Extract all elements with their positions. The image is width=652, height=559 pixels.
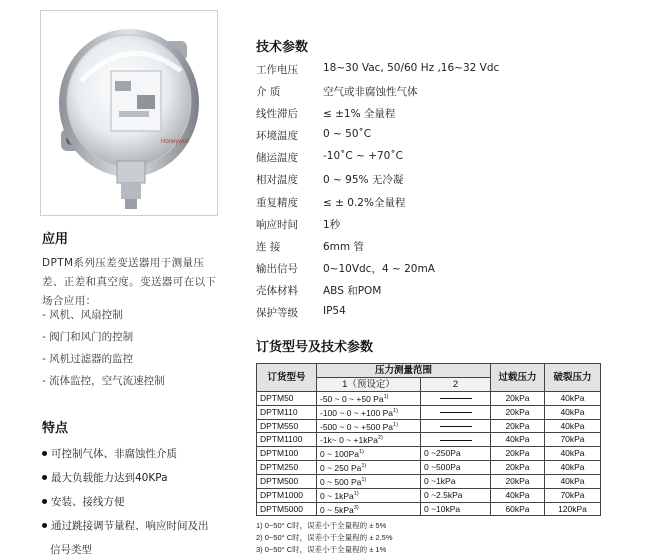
table-row [257, 433, 601, 447]
application-item: - 风机、风扇控制 [42, 309, 123, 321]
spec-label: 介 质 [256, 86, 281, 98]
cell-model: DPTM1100 [257, 433, 317, 447]
spec-value: 1秒 [323, 219, 341, 231]
cell-burst: 70kPa [545, 433, 601, 447]
spec-value: 0~10Vdc，4 ~ 20mA [323, 263, 435, 275]
cell-model: DPTM110 [257, 405, 317, 419]
column-header-range-2: 2 [421, 378, 491, 392]
spec-value: 0 ~ 95% 无冷凝 [323, 174, 404, 186]
feature-item: 最大负载能力达到40KPa [42, 470, 168, 485]
table-row [257, 461, 601, 475]
cell-range-2: 0 ~10kPa [421, 502, 491, 516]
cell-model: DPTM1000 [257, 488, 317, 502]
cell-burst: 40kPa [545, 392, 601, 406]
spec-value: ≤ ±1% 全量程 [323, 108, 396, 120]
spec-label: 输出信号 [256, 263, 298, 275]
spec-label: 线性滞后 [256, 108, 298, 120]
spec-value: 0 ~ 50˚C [323, 128, 372, 140]
spec-label: 壳体材料 [256, 285, 298, 297]
dash-line [440, 440, 472, 441]
cell-range-2-dash [421, 433, 491, 447]
column-header-range: 压力测量范围 [317, 364, 491, 378]
cell-overload: 40kPa [491, 488, 545, 502]
cell-model: DPTM500 [257, 474, 317, 488]
spec-value: 18~30 Vac, 50/60 Hz ,16~32 Vdc [323, 62, 500, 74]
column-header-overload: 过载压力 [491, 364, 545, 392]
order-table [256, 363, 601, 516]
cell-overload: 20kPa [491, 447, 545, 461]
cell-range-1: 0 ~ 500 Pa$^{1)}$ [317, 474, 421, 488]
cell-overload: 20kPa [491, 461, 545, 475]
cell-range-1: -1k~ 0 ~ +1kPa$^{2)}$ [317, 433, 421, 447]
feature-item: 通过跳接调节量程、响应时间及出 [42, 518, 209, 533]
spec-value: ≤ ± 0.2%全量程 [323, 197, 406, 209]
table-row [257, 392, 601, 406]
cell-burst: 40kPa [545, 447, 601, 461]
cell-model: DPTM5000 [257, 502, 317, 516]
spec-value: 空气或非腐蚀性气体 [323, 86, 418, 98]
bullet-icon [42, 451, 47, 456]
cell-model: DPTM50 [257, 392, 317, 406]
cell-range-1: -50 ~ 0 ~ +50 Pa$^{1)}$ [317, 392, 421, 406]
cell-overload: 40kPa [491, 433, 545, 447]
cell-overload: 20kPa [491, 392, 545, 406]
cell-range-2: 0 ~2.5kPa [421, 488, 491, 502]
cell-range-2-dash [421, 405, 491, 419]
column-header-range-1: 1（预设定） [317, 378, 421, 392]
cell-range-1: -100 ~ 0 ~ +100 Pa$^{1)}$ [317, 405, 421, 419]
cell-burst: 40kPa [545, 405, 601, 419]
feature-continuation: 信号类型 [50, 544, 92, 556]
spec-value: -10˚C ~ +70˚C [323, 150, 403, 162]
cell-burst: 70kPa [545, 488, 601, 502]
bullet-icon [42, 499, 47, 504]
cell-range-1: 0 ~ 100Pa$^{1)}$ [317, 447, 421, 461]
pressure-transmitter-image [41, 11, 217, 215]
cell-burst: 40kPa [545, 461, 601, 475]
dash-line [440, 426, 472, 427]
cell-burst: 120kPa [545, 502, 601, 516]
bullet-icon [42, 523, 47, 528]
cell-range-2: 0 ~500Pa [421, 461, 491, 475]
spec-label: 连 接 [256, 241, 281, 253]
spec-value: 6mm 管 [323, 241, 364, 253]
dash-line [440, 412, 472, 413]
cell-range-2: 0 ~250Pa [421, 447, 491, 461]
spec-label: 响应时间 [256, 219, 298, 231]
footnote: 1) 0~50° C时，误差小于全量程的 ± 5% [256, 521, 387, 530]
features-heading: 特点 [42, 421, 69, 436]
order-heading: 订货型号及技术参数 [256, 340, 374, 355]
cell-range-1: 0 ~ 250 Pa$^{1)}$ [317, 461, 421, 475]
feature-item: 可控制气体、非腐蚀性介质 [42, 446, 177, 461]
cell-overload: 60kPa [491, 502, 545, 516]
spec-label: 相对温度 [256, 174, 298, 186]
cell-model: DPTM100 [257, 447, 317, 461]
spec-label: 储运温度 [256, 152, 298, 164]
cell-model: DPTM250 [257, 461, 317, 475]
table-row [257, 447, 601, 461]
feature-item: 安装、接线方便 [42, 494, 125, 509]
dash-line [440, 398, 472, 399]
cell-burst: 40kPa [545, 474, 601, 488]
cell-range-1: -500 ~ 0 ~ +500 Pa$^{1)}$ [317, 419, 421, 433]
table-row [257, 405, 601, 419]
table-row [257, 502, 601, 516]
column-header-burst: 破裂压力 [545, 364, 601, 392]
cell-overload: 20kPa [491, 405, 545, 419]
cell-range-2-dash [421, 392, 491, 406]
cell-range-2-dash [421, 419, 491, 433]
cell-range-1: 0 ~ 5kPa$^{3)}$ [317, 502, 421, 516]
application-item: - 阀门和风门的控制 [42, 331, 134, 343]
cell-range-2: 0 ~1kPa [421, 474, 491, 488]
footnote: 3) 0~50° C时，误差小于全量程的 ± 1% [256, 545, 387, 554]
cell-overload: 20kPa [491, 419, 545, 433]
specs-heading: 技术参数 [256, 40, 309, 55]
product-photo [40, 10, 218, 216]
application-item: - 风机过滤器的监控 [42, 353, 134, 365]
cell-range-1: 0 ~ 1kPa$^{1)}$ [317, 488, 421, 502]
table-row [257, 419, 601, 433]
spec-label: 环境温度 [256, 130, 298, 142]
footnote: 2) 0~50° C时，误差小于全量程的 ± 2.5% [256, 533, 393, 542]
application-item: - 流体监控，空气流速控制 [42, 375, 165, 387]
application-intro: DPTM系列压差变送器用于测量压差、正差和真空度。变送器可在以下场合应用： [42, 257, 217, 307]
cell-overload: 20kPa [491, 474, 545, 488]
application-heading: 应用 [42, 232, 69, 247]
spec-value: ABS 和POM [323, 285, 382, 297]
cell-burst: 40kPa [545, 419, 601, 433]
cell-model: DPTM550 [257, 419, 317, 433]
column-header-model: 订货型号 [257, 364, 317, 392]
table-row [257, 488, 601, 502]
table-row [257, 474, 601, 488]
spec-label: 保护等级 [256, 307, 298, 319]
bullet-icon [42, 475, 47, 480]
spec-label: 工作电压 [256, 64, 298, 76]
spec-label: 重复精度 [256, 197, 298, 209]
spec-value: IP54 [323, 305, 346, 317]
brand-logo: Honeywell [161, 139, 189, 145]
